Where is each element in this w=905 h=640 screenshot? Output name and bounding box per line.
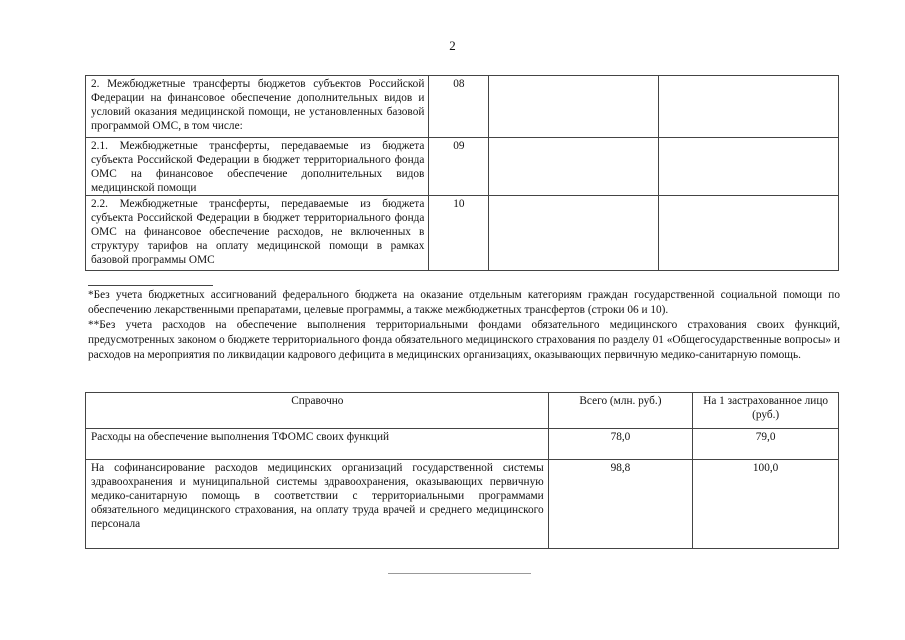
footnotes [88,288,840,363]
row-per-person: 79,0 [693,429,839,460]
footnote-2: **Без учета расходов на обеспечение выполнения территориальными фондами обязательного медицинского страхования своих функций, предусмотренных законом о бюджете территориального фонда обязательного медицинского страхования по разделу 01 «Общегосударственные вопросы» и расходов на мероприятия по ликвидации кадрового дефицита в медицинских организациях, оказывающих первичную медико-санитарную помощь. [88,319,840,361]
empty-cell [489,138,659,196]
row-total: 78,0 [548,429,693,460]
row-code: 09 [429,138,489,196]
row-description: 2.2. Межбюджетные трансферты, передаваемые из бюджета субъекта Российской Федерации в бюджет территориального фонда ОМС на финансовое обеспечение расходов, не включенных в структуру тарифов на оплату медицинской помощи в рамках базовой программы ОМС [86,196,429,271]
empty-cell [659,196,839,271]
table-row [86,138,839,196]
row-description: 2. Межбюджетные трансферты бюджетов субъектов Российской Федерации на финансовое обеспечение дополнительных видов и условий оказания медицинской помощи, не установленных базовой программой ОМС, в том числе: [86,76,429,138]
header-total: Всего (млн. руб.) [548,393,693,429]
transfers-table [85,75,839,271]
empty-cell [659,138,839,196]
table-row [86,76,839,138]
row-description: Расходы на обеспечение выполнения ТФОМС своих функций [86,429,549,460]
row-per-person: 100,0 [693,460,839,549]
table-row [86,429,839,460]
row-description: На софинансирование расходов медицинских организаций государственной системы здравоохранения и муниципальной системы здравоохранения, оказывающих первичную медико-санитарную помощь в соответствии с территориальными программами обязательного медицинского страхования, на оплату труда врачей и среднего медицинского персонала [86,460,549,549]
footnote-1: *Без учета бюджетных ассигнований федерального бюджета на оказание отдельным категориям граждан государственной социальной помощи по обеспечению лекарственными препаратами, целевые программы, а также межбюджетных трансфертов (строки 06 и 10). [88,289,840,316]
row-code: 10 [429,196,489,271]
header-reference: Справочно [86,393,549,429]
table-row [86,196,839,271]
empty-cell [489,196,659,271]
reference-table [85,392,839,549]
header-per-person: На 1 застрахованное лицо (руб.) [693,393,839,429]
empty-cell [489,76,659,138]
row-code: 08 [429,76,489,138]
table-row [86,460,839,549]
row-total: 98,8 [548,460,693,549]
footnote-divider [88,285,213,286]
empty-cell [659,76,839,138]
row-description: 2.1. Межбюджетные трансферты, передаваемые из бюджета субъекта Российской Федерации в бюджет территориального фонда ОМС на финансовое обеспечение дополнительных видов медицинской помощи [86,138,429,196]
table-header-row [86,393,839,429]
end-divider [388,573,531,574]
page-number: 2 [449,38,456,53]
